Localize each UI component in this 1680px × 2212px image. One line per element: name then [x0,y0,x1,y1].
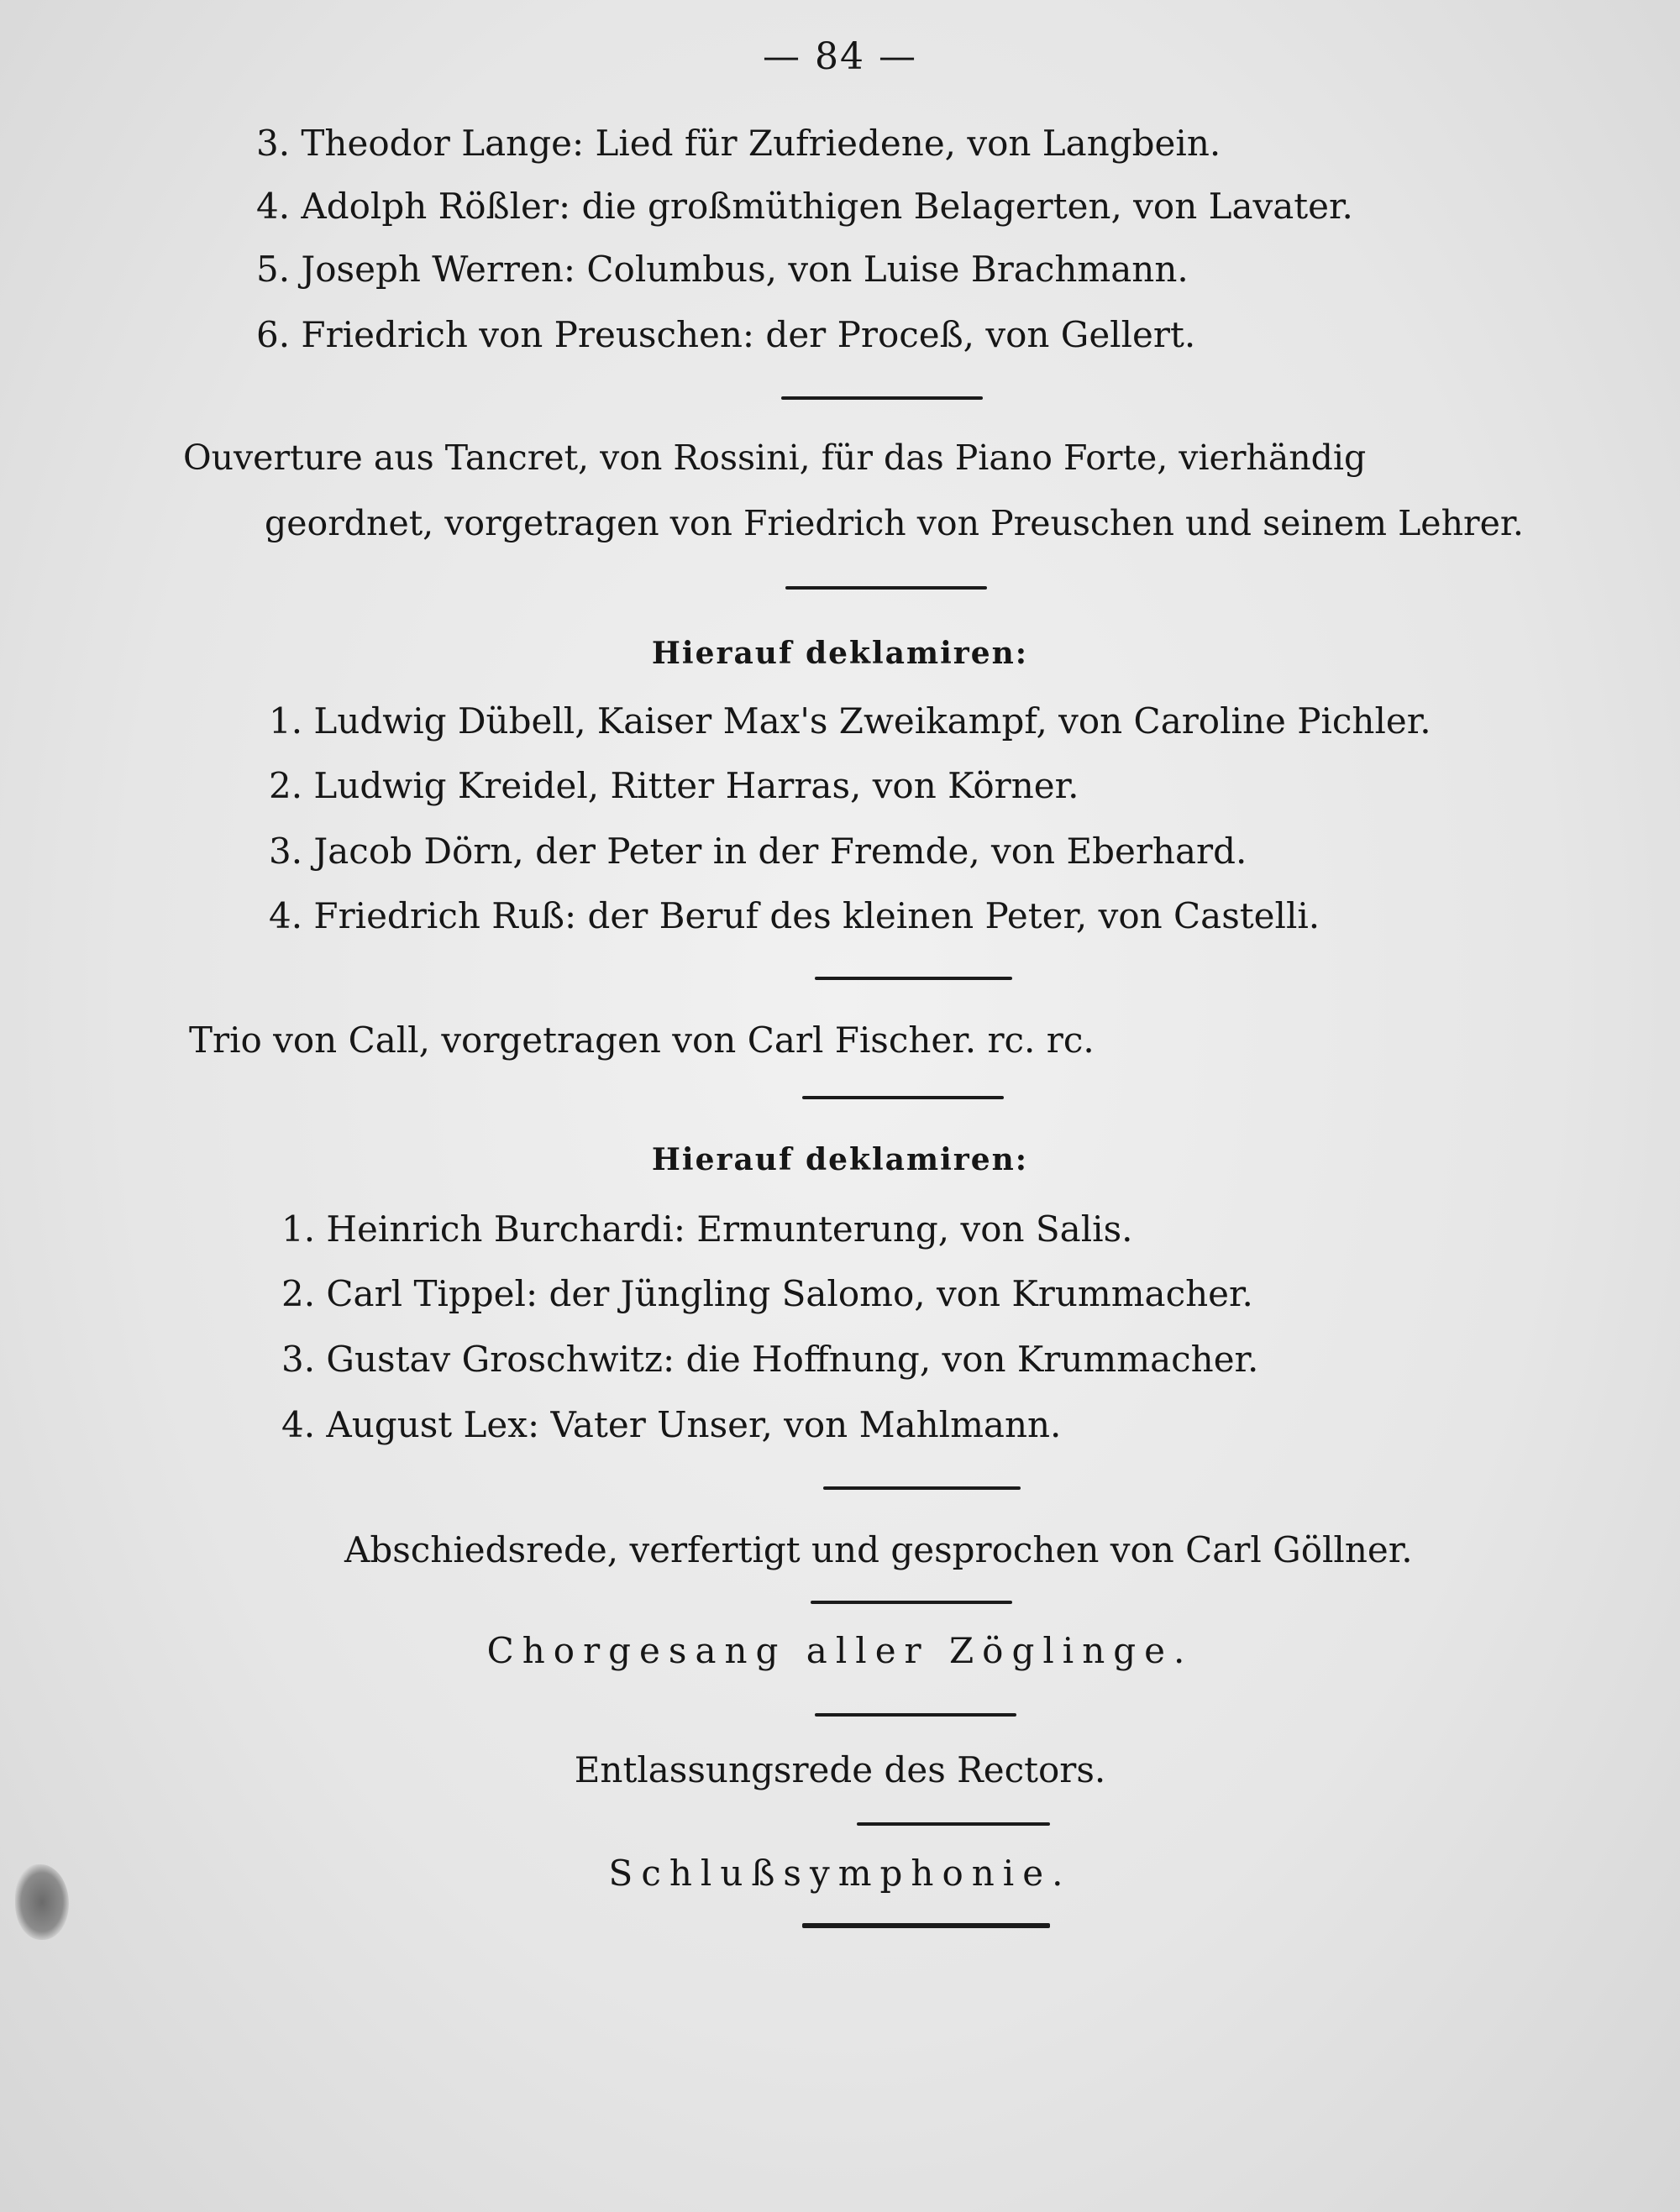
divider [785,586,987,590]
divider [811,1601,1012,1604]
trio-line: Trio von Call, vorgetragen von Carl Fischer. rc. rc. [189,1020,1095,1061]
end-divider [802,1923,1050,1928]
list-item: 4. Friedrich Ruß: der Beruf des kleinen Peter, von Castelli. [269,895,1320,936]
divider [823,1486,1021,1490]
divider [815,1713,1016,1717]
list-item: 3. Theodor Lange: Lied für Zufriedene, von Langbein. [256,123,1221,164]
list-item: 1. Heinrich Burchardi: Ermunterung, von Salis. [281,1208,1133,1250]
section-heading: Hierauf deklamiren: [651,636,1029,671]
page-number: — 84 — [763,35,917,78]
list-item: 3. Gustav Groschwitz: die Hoffnung, von Krummacher. [281,1339,1259,1380]
list-item: 6. Friedrich von Preuschen: der Proceß, von Gellert. [256,314,1196,355]
abschiedsrede-line: Abschiedsrede, verfertigt und gesprochen von Carl Göllner. [344,1529,1413,1570]
ouverture-line-1: Ouverture aus Tancret, von Rossini, für das Piano Forte, vierhändig [183,438,1367,478]
list-item: 2. Ludwig Kreidel, Ritter Harras, von Körner. [269,765,1079,806]
list-item: 4. Adolph Rößler: die großmüthigen Belagerten, von Lavater. [256,186,1353,227]
divider [815,977,1012,980]
list-item: 4. August Lex: Vater Unser, von Mahlmann. [281,1404,1062,1445]
chorgesang-line: Chorgesang aller Zöglinge. [486,1630,1194,1671]
entlassungsrede-line: Entlassungsrede des Rectors. [574,1749,1106,1790]
list-item: 1. Ludwig Dübell, Kaiser Max's Zweikampf, von Caroline Pichler. [269,700,1431,742]
divider [802,1096,1004,1099]
ink-stain [15,1864,69,1940]
schluss-line: Schlußsymphonie. [608,1853,1072,1894]
list-item: 3. Jacob Dörn, der Peter in der Fremde, von Eberhard. [269,831,1247,872]
list-item: 2. Carl Tippel: der Jüngling Salomo, von Krummacher. [281,1273,1253,1314]
section-heading: Hierauf deklamiren: [651,1142,1029,1177]
list-item: 5. Joseph Werren: Columbus, von Luise Brachmann. [256,249,1189,290]
divider [781,396,983,400]
ouverture-line-2: geordnet, vorgetragen von Friedrich von Preuschen und seinem Lehrer. [265,503,1524,543]
divider [857,1822,1050,1826]
